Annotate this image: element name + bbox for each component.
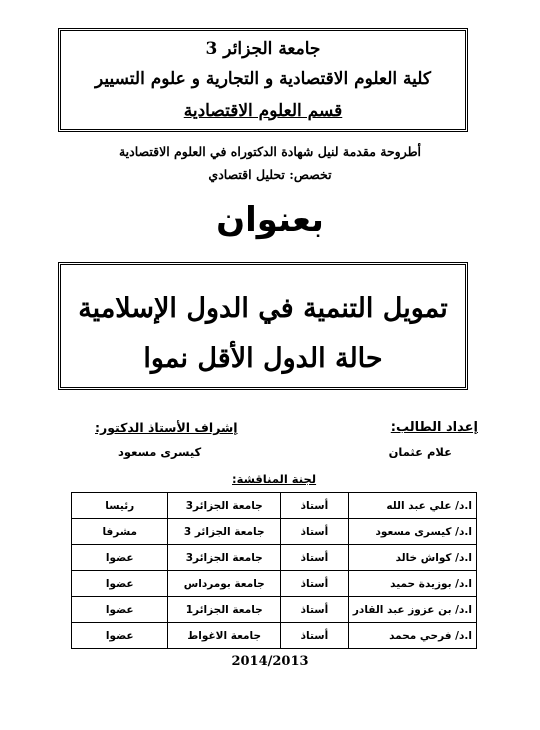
thesis-title: تمويل التنمية في الدول الإسلامية (78, 293, 448, 324)
member-university: جامعة الجزائر 3 (168, 519, 281, 545)
student-name: علام عثمان (388, 445, 452, 459)
student-label: إعداد الطالب: (390, 420, 478, 435)
member-name: ا.د/ كواش خالد (348, 545, 476, 571)
member-name: ا.د/ كيسرى مسعود (348, 519, 476, 545)
member-name: ا.د/ بن عزوز عبد القادر (348, 597, 476, 623)
member-university: جامعة الجزائر3 (168, 493, 281, 519)
supervisor-name: كيسرى مسعود (118, 445, 202, 459)
institution-header-box (58, 28, 468, 132)
thesis-purpose: أطروحة مقدمة لنيل شهادة الدكتوراه في العلوم الاقتصادية (118, 144, 422, 159)
member-role: عضوا (72, 623, 168, 649)
member-name: ا.د/ فرحي محمد (348, 623, 476, 649)
member-role: عضوا (72, 571, 168, 597)
supervisor-label: إشراف الأستاذ الدكتور: (95, 420, 238, 435)
table-row (72, 597, 477, 623)
academic-year: 2014/2013 (231, 654, 309, 669)
member-university: جامعة الجزائر3 (168, 545, 281, 571)
table-row (72, 623, 477, 649)
member-name: ا.د/ علي عبد الله (348, 493, 476, 519)
member-rank: أستاذ (280, 623, 348, 649)
table-row (72, 545, 477, 571)
member-university: جامعة بومرداس (168, 571, 281, 597)
member-role: عضوا (72, 545, 168, 571)
member-role: عضوا (72, 597, 168, 623)
table-row (72, 519, 477, 545)
department-name: قسم العلوم الاقتصادية (183, 101, 343, 121)
member-rank: أستاذ (280, 571, 348, 597)
member-rank: أستاذ (280, 597, 348, 623)
table-row (72, 571, 477, 597)
thesis-specialty: تخصص: تحليل اقتصادي (208, 167, 332, 182)
member-rank: أستاذ (280, 545, 348, 571)
thesis-subtitle: حالة الدول الأقل نموا (143, 343, 383, 374)
member-rank: أستاذ (280, 519, 348, 545)
university-name: جامعة الجزائر 3 (205, 39, 321, 59)
title-label: بعنوان (216, 200, 324, 240)
committee-label: لجنة المناقشة: (232, 472, 317, 486)
table-row (72, 493, 477, 519)
member-role: مشرفا (72, 519, 168, 545)
faculty-name: كلية العلوم الاقتصادية و التجارية و علوم التسيير (94, 69, 432, 89)
member-name: ا.د/ بوزيدة حميد (348, 571, 476, 597)
member-university: جامعة الاغواط (168, 623, 281, 649)
member-rank: أستاذ (280, 493, 348, 519)
committee-table (71, 492, 477, 649)
title-box (58, 262, 468, 390)
member-role: رئيسا (72, 493, 168, 519)
member-university: جامعة الجزائر1 (168, 597, 281, 623)
